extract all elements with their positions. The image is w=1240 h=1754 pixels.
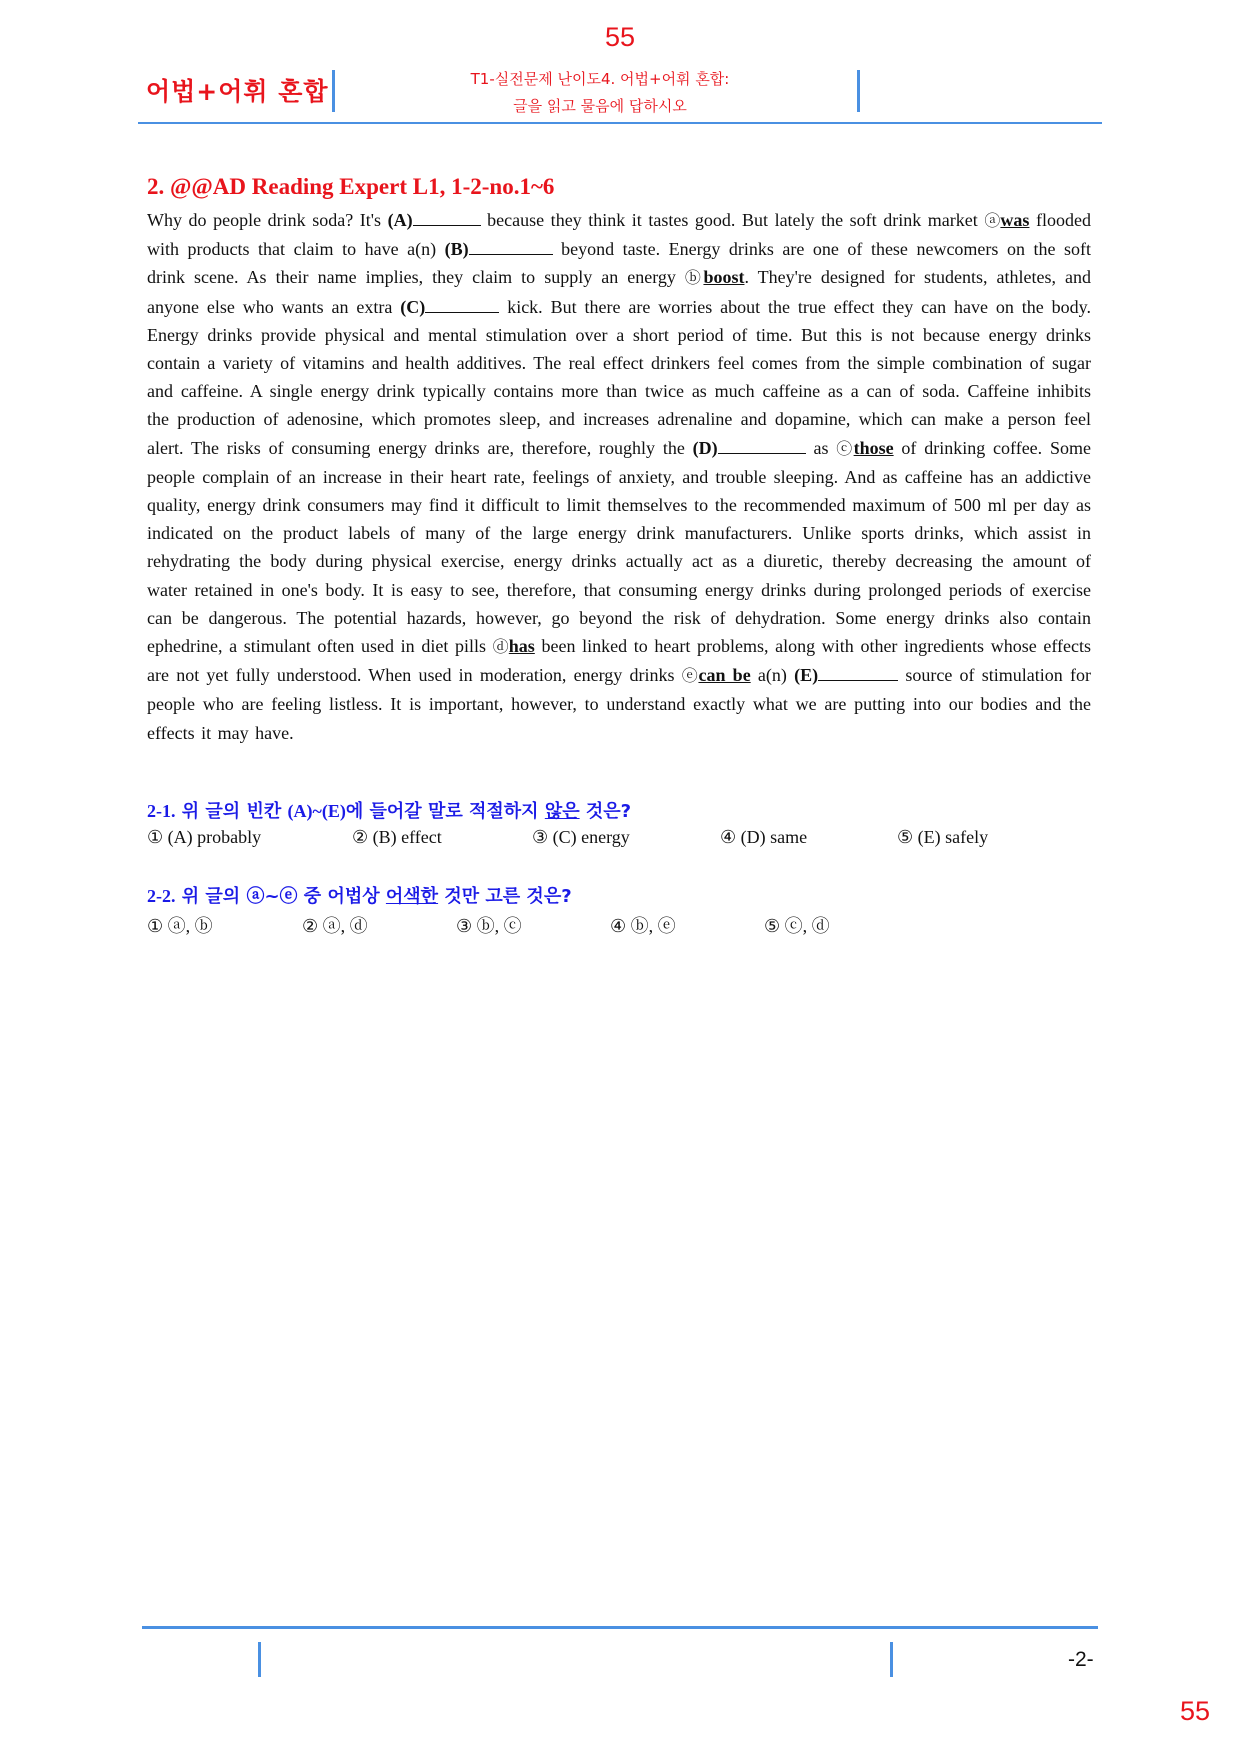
option-1[interactable]: ① ⓐ, ⓑ (147, 916, 213, 936)
question-2-2 (147, 882, 572, 908)
circled-letter: ⓑ (684, 268, 704, 288)
options-2-2 (147, 912, 830, 938)
underlined-word: was (1000, 210, 1030, 230)
footer-rule (142, 1626, 1098, 1629)
marked-phrase (682, 665, 751, 685)
passage-text: . They're designed for students, athletes, and anyone else who wants an extra (147, 267, 1091, 317)
blank-label: (A) (387, 210, 413, 230)
options-2-1 (147, 827, 988, 848)
underlined-word: those (853, 437, 894, 458)
subtitle-line1: T1-실전문제 난이도4. 어법+어휘 혼합: (470, 70, 730, 88)
passage-text: because they think it tastes good. But lately the soft drink market (480, 210, 985, 230)
blank-label: (B) (444, 239, 469, 260)
marked-phrase (493, 636, 535, 656)
option-4[interactable]: ④ ⓑ, ⓔ (610, 916, 676, 936)
passage-text: Why do people drink soda? It's (147, 210, 388, 230)
underlined-word: boost (703, 267, 745, 288)
footer-divider (258, 1642, 261, 1677)
question-text: 위 글의 ⓐ~ⓔ 중 어법상 (175, 886, 386, 907)
question-title: 2. @@AD Reading Expert L1, 1-2-no.1~6 (147, 174, 555, 199)
option-3[interactable]: ③ ⓑ, ⓒ (456, 916, 522, 936)
answer-blank (818, 664, 898, 681)
footer-page: -2- (1068, 1648, 1094, 1671)
question-range: (A)~(E) (287, 801, 346, 821)
question-text: 에 들어갈 말로 적절하지 (345, 801, 545, 822)
option-2[interactable]: ② (B) effect (352, 827, 442, 847)
passage-text: beyond taste. Energy drinks are one of these newcomers on the soft drink scene. As their name implies, they claim to supply an energy (147, 239, 1091, 288)
answer-blank (718, 437, 806, 454)
header-rule (138, 122, 1102, 124)
question-text: 것은? (579, 801, 632, 822)
marked-phrase (836, 438, 893, 458)
question-2-1 (147, 797, 631, 823)
option-2[interactable]: ② ⓐ, ⓓ (302, 916, 368, 936)
header-divider (332, 70, 335, 112)
passage-text: as (805, 437, 837, 458)
question-number: 2-1. (147, 801, 176, 821)
circled-letter: ⓓ (492, 637, 509, 657)
header-page-number: 55 (604, 22, 636, 52)
passage-text: a(n) (750, 665, 795, 686)
question-number: 2-2. (147, 886, 176, 906)
question-text: 위 글의 빈칸 (175, 801, 288, 822)
option-5[interactable]: ⑤ ⓒ, ⓓ (764, 916, 830, 936)
marked-phrase (685, 267, 745, 287)
question-emphasis: 어색한 (385, 886, 439, 907)
option-4[interactable]: ④ (D) same (720, 827, 808, 847)
footer-divider (890, 1642, 893, 1677)
underlined-word: can be (698, 665, 751, 686)
answer-blank (425, 296, 499, 313)
blank-label: (D) (692, 437, 718, 458)
section-title: 어법+어휘 혼합 (146, 77, 329, 106)
answer-blank (469, 238, 553, 255)
blank-label: (C) (400, 296, 426, 317)
header-subtitle (340, 66, 860, 120)
passage (147, 206, 1091, 747)
circled-letter: ⓒ (836, 438, 854, 458)
blank-label: (E) (794, 665, 819, 686)
passage-text: kick. But there are worries about the true effect they can have on the body. Energy drinks provide physical and mental stimulation over a short period of time. But this is not because energy drinks contain a variety of vitamins and health additives. The real effect drinkers feel comes from the simple combination of sugar and caffeine. A single energy drink typically contains more than twice as much caffeine as a can of soda. Caffeine inhibits the production of adenosine, which promotes sleep, and increases adrenaline and dopamine, which can make a person feel alert. The risks of consuming energy drinks are, therefore, roughly the (147, 296, 1092, 458)
option-3[interactable]: ③ (C) energy (532, 827, 630, 847)
question-emphasis: 않은 (544, 801, 580, 822)
passage-text: flooded with products that claim to have a(n) (147, 210, 1091, 260)
answer-blank (413, 209, 481, 226)
option-1[interactable]: ① (A) probably (147, 827, 262, 847)
question-text: 것만 고른 것은? (438, 886, 572, 907)
passage-text: source of stimulation for people who are feeling listless. It is important, however, to understand exactly what we are putting into our bodies and the effects it may have. (147, 665, 1091, 743)
footer-page-number: 55 (1180, 1696, 1211, 1726)
passage-text: been linked to heart problems, along with other ingredients whose effects are not yet fully understood. When used in moderation, energy drinks (147, 636, 1091, 686)
option-5[interactable]: ⑤ (E) safely (897, 827, 989, 847)
header-divider (857, 70, 860, 112)
circled-letter: ⓔ (681, 666, 699, 686)
marked-phrase (984, 210, 1029, 230)
circled-letter: ⓐ (984, 211, 1001, 230)
underlined-word: has (508, 636, 535, 657)
subtitle-line2: 글을 읽고 물음에 답하시오 (513, 97, 687, 115)
passage-text: of drinking coffee. Some people complain of an increase in their heart rate, feelings of anxiety, and trouble sleeping. And as caffeine has an addictive quality, energy drink consumers may find it difficult to limit themselves to the recommended maximum of 500 ml per day as indicated on the product labels of many of the large energy drink manufacturers. Unlike sports drinks, which assist in rehydrating the body during physical exercise, energy drinks actually act as a diuretic, thereby decreasing the amount of water retained in one's body. It is easy to see, therefore, that consuming energy drinks during prolonged periods of exercise can be dangerous. The potential hazards, however, go beyond the risk of dehydration. Some energy drinks also contain ephedrine, a stimulant often used in diet pills (147, 437, 1091, 657)
